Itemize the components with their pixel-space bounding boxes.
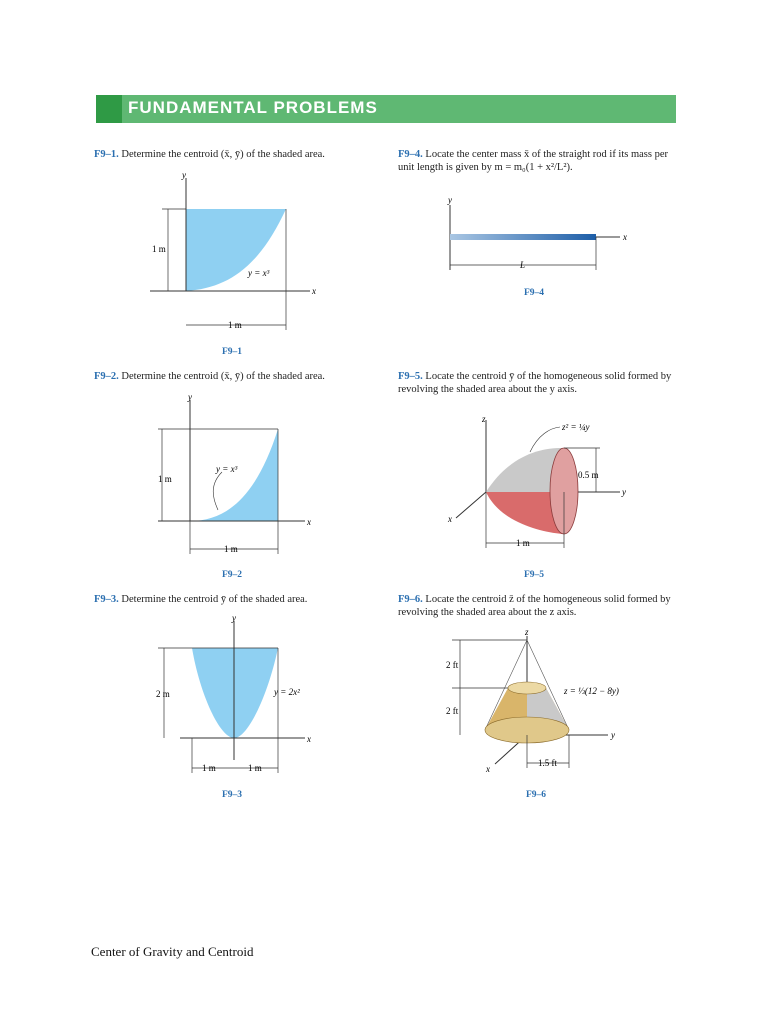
problem-number: F9–4. [398,149,423,160]
figure-caption: F9–4 [524,288,545,298]
lower-height-label: 2 ft [446,706,459,716]
shaded-area [192,648,278,738]
problem-number: F9–5. [398,371,423,382]
problem-statement [398,148,678,174]
figure-caption: F9–3 [222,790,243,800]
y-axis-label: y [182,170,186,180]
right-width-label: 1 m [248,763,262,773]
problem-statement [94,148,374,161]
problem-statement [398,593,678,619]
problem-statement [94,370,374,383]
figure-caption: F9–6 [526,790,547,800]
figure-f9-6 [440,630,650,780]
y-axis-label: y [611,730,615,740]
width-label: 1 m [224,544,238,554]
figure-caption: F9–2 [222,570,243,580]
x-axis [456,492,486,518]
problem-text: Locate the centroid z̄ of the homogeneous solid formed by revolving the shaded area about the z axis. [398,594,671,618]
problem-statement [398,370,678,396]
problem-number: F9–1. [94,149,119,160]
curve-label: z² = ¼y [562,422,590,432]
problem-text: Determine the centroid (x̄, ȳ) of the shaded area. [121,149,325,160]
x-axis-label: x [312,286,316,296]
y-axis-label: y [188,392,192,402]
rod [450,234,596,240]
problem-number: F9–3. [94,594,119,605]
figure-f9-4 [440,195,640,280]
figure-caption: F9–1 [222,347,243,357]
figure-caption: F9–5 [524,570,545,580]
curve-label: z = ⅓(12 − 8y) [564,686,619,696]
problem-text: Locate the center mass x̄ of the straight rod if its mass per unit length is given by m = m₀(1 + x²/L²). [398,149,669,173]
radius-label: 0.5 m [578,470,599,480]
z-axis-label: z [482,414,486,424]
curve-label: y = x³ [248,268,270,278]
height-label: 1 m [158,474,172,484]
problem-number: F9–6. [398,594,423,605]
section-title: FUNDAMENTAL PROBLEMS [128,98,378,117]
length-label: 1 m [516,538,530,548]
problem-number: F9–2. [94,371,119,382]
figure-f9-3 [140,615,330,780]
figure-f9-5 [440,410,640,560]
page-footer: Center of Gravity and Centroid [91,944,254,959]
curve-label: y = 2x² [274,687,300,697]
x-axis-label: x [307,734,311,744]
x-axis-label: x [623,232,627,242]
upper-height-label: 2 ft [446,660,459,670]
problem-text: Determine the centroid ȳ of the shaded area. [121,594,308,605]
length-label: L [520,260,526,270]
y-axis-label: y [448,195,452,205]
section-banner [96,95,676,123]
x-axis-label: x [486,764,490,774]
height-label: 2 m [156,689,170,699]
left-width-label: 1 m [202,763,216,773]
problem-text: Locate the centroid ȳ of the homogeneous solid formed by revolving the shaded area about the y axis. [398,371,672,395]
problem-text: Determine the centroid (x̄, ȳ) of the shaded area. [121,371,325,382]
x-axis-label: x [307,517,311,527]
banner-tab [96,95,122,123]
figure-f9-1 [140,170,330,340]
problem-statement [94,593,374,606]
curve-label: y = x³ [216,464,238,474]
leader-line [213,472,222,510]
y-axis-label: y [622,487,626,497]
width-label: 1 m [228,320,242,330]
radius-label: 1.5 ft [538,758,557,768]
x-axis-label: x [448,514,452,524]
shaded-area [186,209,286,291]
y-axis-label: y [232,615,236,623]
z-axis-label: z [525,630,529,637]
figure-f9-2 [140,392,330,562]
frustum-top [508,682,546,694]
shaded-area [190,429,278,521]
height-label: 1 m [152,244,166,254]
